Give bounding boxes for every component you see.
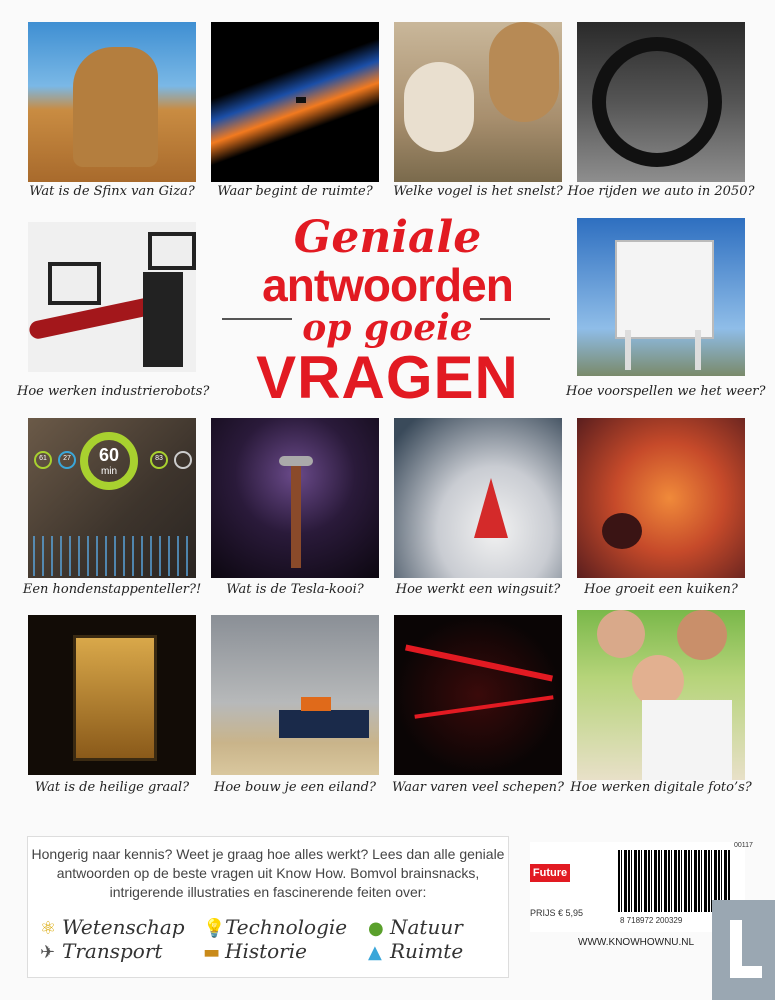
title-line-4: VRAGEN — [256, 344, 519, 411]
caption-chick: Hoe groeit een kuiken? — [584, 582, 738, 597]
chick-photo — [577, 418, 745, 578]
title-line-1: Geniale — [293, 212, 482, 263]
l-logo — [712, 900, 775, 1000]
dog-tracker-photo — [28, 418, 196, 578]
wingsuit-photo — [394, 418, 562, 578]
category-natuur: ● Natuur — [368, 915, 463, 939]
island-photo — [211, 615, 379, 775]
rocket-icon: ▲ — [368, 942, 382, 963]
price-label: PRIJS € 5,95 — [530, 908, 584, 918]
caption-tesla: Wat is de Tesla-kooi? — [226, 582, 364, 597]
space-photo — [211, 22, 379, 182]
tesla-photo — [211, 418, 379, 578]
caption-sphinx: Wat is de Sfinx van Giza? — [29, 184, 195, 199]
ean-number: 8 718972 200329 — [620, 916, 683, 925]
caption-dog: Een hondenstappenteller?! — [22, 582, 202, 597]
category-transport: ✈ Transport — [40, 939, 163, 963]
caption-space: Waar begint de ruimte? — [217, 184, 373, 199]
shipping-map-photo — [394, 615, 562, 775]
ornament-left — [222, 318, 292, 320]
intro-text: Hongerig naar kennis? Weet je graag hoe alles werkt? Lees dan alle geniale antwoorden op de beste vragen uit Know How. Bomvol brainsnacks, intrigerende illustraties en fascinerende feiten over: — [31, 846, 505, 900]
caption-shipping: Waar varen veel schepen? — [392, 780, 564, 795]
dog-ring-mid: 27 — [63, 455, 71, 462]
category-ruimte: ▲ Ruimte — [368, 939, 464, 963]
robot-photo — [28, 222, 196, 372]
category-historie: ▬ Historie — [203, 939, 307, 963]
car-photo — [577, 22, 745, 182]
dog-ring-right: 83 — [155, 455, 163, 462]
caption-robot: Hoe werken industrierobots? — [17, 384, 210, 399]
cover-title — [215, 212, 560, 411]
category-wetenschap: ⚛ Wetenschap — [40, 915, 185, 939]
lightbulb-icon: 💡 — [203, 918, 226, 939]
title-line-3: op goeie — [302, 307, 473, 349]
atom-icon: ⚛ — [40, 918, 57, 939]
publisher-logo: Future — [530, 864, 570, 882]
bird-photo — [394, 22, 562, 182]
caption-photo: Hoe werken digitale foto’s? — [570, 780, 752, 795]
info-box — [27, 836, 509, 978]
caption-wingsuit: Hoe werkt een wingsuit? — [395, 582, 561, 597]
issue-number: 00117 — [734, 842, 753, 849]
weather-photo — [577, 218, 745, 376]
dog-tracker-value: 60 — [98, 445, 120, 465]
airplane-icon: ✈ — [40, 942, 56, 963]
book-icon: ▬ — [203, 942, 221, 963]
title-line-2: antwoorden — [262, 259, 513, 311]
caption-grail: Wat is de heilige graal? — [34, 780, 190, 795]
dog-tracker-unit: min — [100, 466, 118, 477]
sphinx-photo — [28, 22, 196, 182]
globe-icon: ● — [368, 918, 384, 939]
ornament-right — [480, 318, 550, 320]
grail-photo — [28, 615, 196, 775]
caption-car: Hoe rijden we auto in 2050? — [567, 184, 755, 199]
caption-weather: Hoe voorspellen we het weer? — [566, 384, 766, 399]
caption-island: Hoe bouw je een eiland? — [214, 780, 376, 795]
caption-bird: Welke vogel is het snelst? — [393, 184, 563, 199]
dog-ring-left: 61 — [39, 455, 47, 462]
selfie-photo — [577, 610, 745, 780]
website-url: WWW.KNOWHOWNU.NL — [578, 937, 695, 948]
category-technologie: 💡Technologie — [203, 915, 348, 939]
